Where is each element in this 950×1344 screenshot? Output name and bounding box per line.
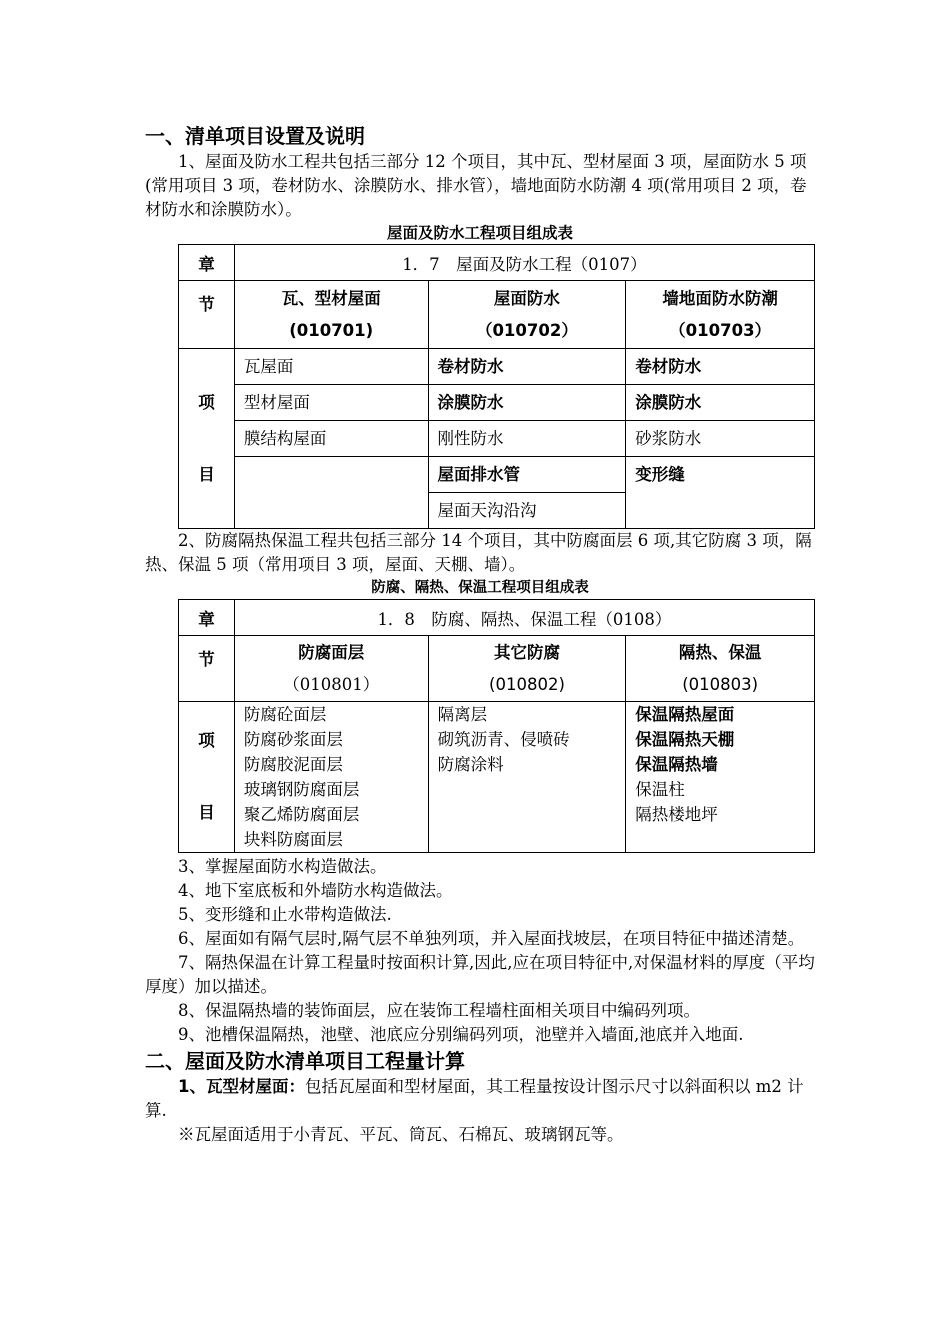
section-name: 防腐面层 bbox=[298, 642, 365, 662]
list-item: 涂膜防水 bbox=[626, 385, 815, 421]
items-label-char: 项 bbox=[198, 731, 215, 750]
list-item: 保温隔热天棚 bbox=[635, 730, 735, 749]
list-item: 砌筑沥青、侵喷砖 bbox=[437, 730, 570, 749]
chapter-label: 章 bbox=[179, 245, 235, 281]
item-list bbox=[234, 702, 428, 853]
section1-heading: 一、清单项目设置及说明 bbox=[145, 124, 365, 148]
paragraph-9: 9、池槽保温隔热，池壁、池底应分别编码列项，池壁并入墙面,池底并入地面. bbox=[178, 1025, 744, 1044]
list-item: 块料防腐面层 bbox=[243, 830, 343, 849]
section-name: 屋面防水 bbox=[493, 288, 560, 308]
section-code: (010803) bbox=[682, 674, 759, 694]
section-code: （010702） bbox=[475, 320, 578, 340]
table1-caption: 屋面及防水工程项目组成表 bbox=[386, 224, 573, 242]
document-page bbox=[145, 122, 815, 1147]
list-item: 隔热楼地坪 bbox=[635, 805, 718, 824]
paragraph-1: 1、屋面及防水工程共包括三部分 12 个项目，其中瓦、型材屋面 3 项，屋面防水 5 项(常用项目 3 项，卷材防水、涂膜防水、排水管），墙地面防水防潮 4 项(常用项目 2 项，卷材防水和涂膜防水）。 bbox=[145, 152, 807, 219]
section2-heading: 二、屋面及防水清单项目工程量计算 bbox=[145, 1049, 465, 1073]
list-item: 屋面天沟沿沟 bbox=[428, 493, 626, 529]
items-label-char: 目 bbox=[198, 803, 215, 822]
chapter-title: 1．7 屋面及防水工程（0107） bbox=[234, 245, 814, 281]
list-item: 型材屋面 bbox=[234, 385, 428, 421]
section2-paragraph-1 bbox=[145, 1075, 815, 1123]
section2-note: ※瓦屋面适用于小青瓦、平瓦、筒瓦、石棉瓦、玻璃钢瓦等。 bbox=[178, 1125, 624, 1144]
section-label: 节 bbox=[179, 636, 235, 702]
list-item: 保温柱 bbox=[635, 780, 685, 799]
list-item: 保温隔热墙 bbox=[635, 755, 718, 774]
section-code: (010701) bbox=[289, 320, 374, 340]
item-list bbox=[428, 702, 626, 853]
list-item: 聚乙烯防腐面层 bbox=[243, 805, 360, 824]
section-header bbox=[234, 636, 428, 702]
section-name: 墙地面防水防潮 bbox=[662, 288, 778, 308]
list-item: 防腐砼面层 bbox=[243, 705, 327, 724]
list-item: 卷材防水 bbox=[626, 349, 815, 385]
table2-caption: 防腐、隔热、保温工程项目组成表 bbox=[371, 580, 589, 596]
items-label-char: 目 bbox=[198, 464, 215, 484]
paragraph-body: 包括瓦屋面和型材屋面，其工程量按设计图示尺寸以斜面积以 m2 计算. bbox=[145, 1077, 804, 1120]
paragraph-8: 8、保温隔热墙的装饰面层，应在装饰工程墙柱面相关项目中编码列项。 bbox=[178, 1001, 700, 1020]
section-name: 瓦、型材屋面 bbox=[281, 288, 381, 308]
items-label bbox=[179, 349, 235, 529]
chapter-title: 1．8 防腐、隔热、保温工程（0108） bbox=[234, 600, 814, 636]
list-item: 防腐胶泥面层 bbox=[243, 755, 343, 774]
list-item: 膜结构屋面 bbox=[234, 421, 428, 457]
paragraph-2: 2、防腐隔热保温工程共包括三部分 14 个项目，其中防腐面层 6 项,其它防腐 3 项，隔热、保温 5 项（常用项目 3 项，屋面、天棚、墙）。 bbox=[145, 531, 812, 574]
section-header bbox=[234, 281, 428, 349]
list-item: 防腐涂料 bbox=[437, 755, 504, 774]
section-code: (010802) bbox=[489, 674, 565, 694]
chapter-label: 章 bbox=[179, 600, 235, 636]
list-item: 卷材防水 bbox=[428, 349, 626, 385]
items-label bbox=[179, 702, 235, 853]
paragraph-6: 6、屋面如有隔气层时,隔气层不单独列项，并入屋面找坡层，在项目特征中描述清楚。 bbox=[178, 929, 805, 948]
paragraph-4: 4、地下室底板和外墙防水构造做法。 bbox=[178, 881, 453, 900]
roofing-waterproof-table bbox=[178, 244, 815, 529]
paragraph-lead: 1、瓦型材屋面： bbox=[178, 1077, 305, 1096]
section-header bbox=[626, 281, 815, 349]
section-name: 隔热、保温 bbox=[678, 642, 762, 662]
list-item: 刚性防水 bbox=[428, 421, 626, 457]
list-item: 涂膜防水 bbox=[428, 385, 626, 421]
list-item: 玻璃钢防腐面层 bbox=[243, 780, 360, 799]
section-name: 其它防腐 bbox=[493, 642, 560, 662]
section-code: （010801） bbox=[283, 674, 380, 694]
list-item: 瓦屋面 bbox=[234, 349, 428, 385]
section-header bbox=[428, 636, 626, 702]
items-label-char: 项 bbox=[198, 392, 215, 412]
paragraph-7: 7、隔热保温在计算工程量时按面积计算,因此,应在项目特征中,对保温材料的厚度（平均厚度）加以描述。 bbox=[145, 953, 815, 996]
section-header bbox=[428, 281, 626, 349]
list-item: 屋面排水管 bbox=[428, 457, 626, 493]
section-code: （010703） bbox=[669, 320, 772, 340]
anticorrosion-insulation-table bbox=[178, 599, 815, 853]
empty-cell bbox=[234, 457, 428, 529]
item-list bbox=[626, 702, 815, 853]
list-item: 变形缝 bbox=[626, 457, 815, 529]
list-item: 防腐砂浆面层 bbox=[243, 730, 343, 749]
list-item: 隔离层 bbox=[437, 705, 488, 724]
paragraph-5: 5、变形缝和止水带构造做法. bbox=[178, 905, 392, 924]
list-item: 砂浆防水 bbox=[626, 421, 815, 457]
section-header bbox=[626, 636, 815, 702]
list-item: 保温隔热屋面 bbox=[635, 705, 735, 724]
section-label: 节 bbox=[179, 281, 235, 349]
paragraph-3: 3、掌握屋面防水构造做法。 bbox=[178, 857, 387, 876]
